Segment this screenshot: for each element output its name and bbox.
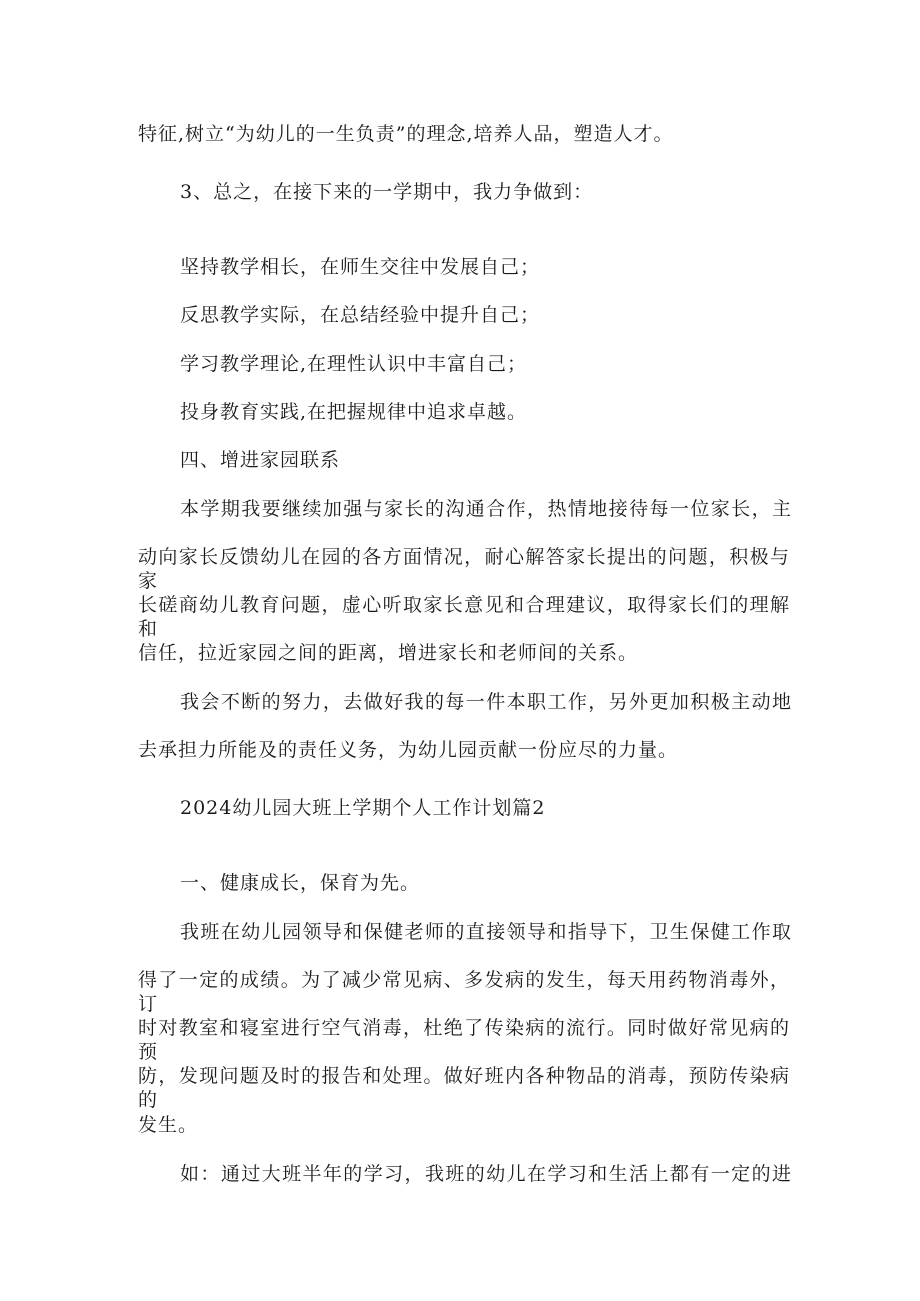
- list-heading: 3、总之，在接下来的一学期中，我力争做到：: [180, 181, 594, 203]
- paragraph-line: 得了一定的成绩。为了减少常见病、多发病的发生，每天用药物消毒外，订: [138, 969, 790, 1015]
- paragraph-line: 发生。: [138, 1114, 199, 1136]
- paragraph-line: 防，发现问题及时的报告和处理。做好班内各种物品的消毒，预防传染病的: [138, 1065, 790, 1111]
- paragraph-line: 特征,树立“为幼儿的一生负责”的理念,培养人品，塑造人才。: [138, 123, 674, 145]
- paragraph-line: 如：通过大班半年的学习，我班的幼儿在学习和生活上都有一定的进: [180, 1163, 792, 1185]
- paragraph-line: 去承担力所能及的责任义务，为幼儿园贡献一份应尽的力量。: [138, 739, 679, 761]
- paragraph-line: 我班在幼儿园领导和保健老师的直接领导和指导下，卫生保健工作取: [180, 921, 792, 943]
- paragraph-line: 时对教室和寝室进行空气消毒，杜绝了传染病的流行。同时做好常见病的预: [138, 1017, 790, 1063]
- section-heading: 四、增进家园联系: [180, 449, 341, 471]
- goal-item: 反思教学实际，在总结经验中提升自己；: [180, 304, 541, 326]
- goal-item: 坚持教学相长，在师生交往中发展自己；: [180, 256, 541, 278]
- paragraph-line: 本学期我要继续加强与家长的沟通合作，热情地接待每一位家长，主: [180, 498, 792, 520]
- section-heading: 一、健康成长，保育为先。: [180, 872, 421, 894]
- goal-item: 投身教育实践,在把握规律中追求卓越。: [180, 401, 528, 423]
- paragraph-line: 我会不断的努力，去做好我的每一件本职工作，另外更加积极主动地: [180, 691, 792, 713]
- goal-item: 学习教学理论,在理性认识中丰富自己；: [180, 353, 528, 375]
- article-title: 2024幼儿园大班上学期个人工作计划篇2: [180, 797, 546, 819]
- paragraph-line: 动向家长反馈幼儿在园的各方面情况，耐心解答家长提出的问题，积极与家: [138, 546, 790, 592]
- paragraph-line: 信任，拉近家园之间的距离，增进家长和老师间的关系。: [138, 642, 639, 664]
- paragraph-line: 长磋商幼儿教育问题，虚心听取家长意见和合理建议，取得家长们的理解和: [138, 594, 790, 640]
